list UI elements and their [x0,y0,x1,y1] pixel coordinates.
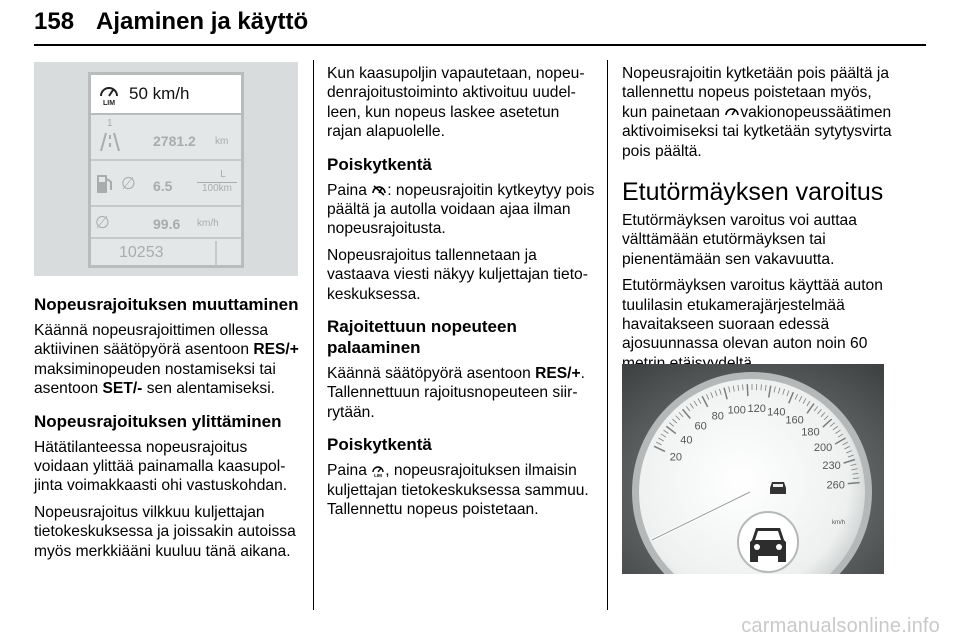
road-icon [93,131,127,153]
speedometer-graphic [622,364,884,574]
small-car-icon [770,482,786,494]
paragraph-reactivation: Kun kaasupoljin vapautetaan, nopeudenrajoitustoiminto aktivoituu uudelleen, kun nopeus laskee asetetun rajan alapuolelle. [327,65,585,141]
text-part: Nopeusrajoitin kytketään pois päältä ja tallennettu nopeus poistetaan myös, kun painetaan [622,65,889,121]
speed-limit-row [91,75,241,115]
paragraph-deactivation-2 [327,461,595,519]
text-part: sen alentamiseksi. [146,380,275,398]
paragraph-speed-limit-change [34,321,300,399]
bold-set-minus: SET/- [102,380,143,398]
header-rule [34,44,926,46]
odometer-divider [215,241,217,265]
gauge-label: 140 [767,406,786,419]
average-speed-row [91,209,241,239]
text-part: . Tallennettuun rajoitusnopeuteen siirrytään. [327,365,585,421]
text-part: : nopeusrajoitin kytkeytyy pois päältä ja autolla voidaan ajaa ilman nopeusrajoitusta. [327,181,595,238]
text-part: vakionopeussäätimen aktivoimiseksi tai kytketään sytytysvirta pois päältä. [622,103,892,160]
text-part: Paina [327,181,367,199]
gauge-label: 80 [711,410,724,423]
paragraph-limiter-off [622,64,894,161]
svg-text:LIM: LIM [102,100,116,106]
fuel-unit-bottom: 100km [197,182,237,194]
column-2 [327,64,595,527]
speed-limiter-icon [371,463,385,477]
paragraph-emergency: Hätätilanteessa nopeusrajoitus voidaan ylittää painamalla kaasupoljinta voimakkaasti ohi vastuskohdan. [34,438,288,495]
svg-text:LIM: LIM [374,473,383,478]
gauge-label: 40 [680,434,693,447]
gauge-label: 200 [813,442,833,455]
speedometer-collision-warning-image [622,364,884,574]
page-number: 158 [34,8,75,35]
gauge-label: 60 [694,420,707,433]
bold-res-plus: RES/+ [535,365,581,383]
gauge-label: 20 [669,451,682,464]
fuel-unit-top: L [220,169,226,180]
trip-number: 1 [107,118,113,129]
paragraph-stored: Nopeusrajoitus tallennetaan ja vastaava viesti näkyy kuljettajan tietokeskuksessa. [327,246,588,303]
average-speed-unit: km/h [197,218,219,229]
heading-speed-limit-change: Nopeusrajoituksen muuttaminen [34,295,299,314]
heading-deactivation-2: Poiskytkentä [327,435,432,455]
gauge-unit: km/h [832,520,846,526]
heading-exceeding-limit: Nopeusrajoituksen ylittäminen [34,411,282,431]
heading-deactivation-1: Poiskytkentä [327,154,432,174]
fuel-row [91,163,241,207]
speed-limit-value: 50 km/h [129,84,190,103]
paragraph-deactivation-1 [327,181,595,239]
paragraph-flashing: Nopeusrajoitus vilkkuu kuljettajan tietokeskuksessa ja joissakin autoissa myös merkkiääni kuuluu tänä aikana. [34,503,296,560]
column-1 [34,294,300,568]
gauge-tick [848,483,860,484]
fuel-consumption-value: 6.5 [153,178,173,194]
heading-forward-collision-alert: Etutörmäyksen varoitus [622,178,884,207]
trip-distance-unit: km [215,136,229,147]
column-divider-2 [607,60,608,610]
average-speed-value: 99.6 [153,216,181,232]
display-screen [88,72,244,268]
odometer-value: 10253 [119,244,164,261]
gauge-label: 120 [747,403,766,416]
average-symbol-icon: ∅ [95,213,110,232]
column-divider-1 [313,60,314,610]
cruise-control-icon [724,105,740,119]
gauge-tick [761,384,762,390]
trip-row [91,117,241,161]
paragraph-fca-intro: Etutörmäyksen varoitus voi auttaa välttämään etutörmäyksen tai pienentämään sen vakavuutta. [622,212,857,268]
text-part: maksiminopeuden nostamiseksi tai asentoon [34,360,276,398]
speed-limiter-icon [97,82,121,106]
gauge-label: 260 [826,479,845,492]
gauge-label: 100 [727,404,746,417]
gauge-label: 180 [801,426,820,439]
gauge-tick [743,384,744,390]
gauge-label: 230 [822,460,841,473]
gauge-label: 160 [785,414,804,427]
driver-info-display-image [34,62,298,276]
fuel-pump-icon [95,173,115,195]
page-header [34,4,308,40]
speed-limiter-off-icon [371,183,387,197]
gauge-tick [747,384,748,396]
bold-res-plus: RES/+ [253,341,299,359]
watermark: carmanualsonline.info [741,615,940,637]
column-3 [622,64,894,380]
heading-resume: Rajoitettuun nopeuteen palaaminen [327,317,517,358]
text-part: Paina [327,462,367,480]
text-part: Käännä nopeusrajoittimen ollessa aktiivinen säätöpyörä asentoon [34,322,269,359]
text-part: Käännä säätöpyörä asentoon [327,365,531,383]
text-part: , nopeusrajoituksen ilmaisin kuljettajan tietokeskuksessa sammuu. Tallennettu nopeus poistetaan. [327,462,589,519]
paragraph-fca-camera: Etutörmäyksen varoitus käyttää auton tuulilasin etukamerajärjestelmää havaitakseen suoraan edessä ajosuunnassa olevan auton noin 60 [622,277,883,353]
odometer-row [91,241,241,265]
paragraph-resume [327,364,595,422]
average-symbol-icon: ∅ [121,174,136,193]
chapter-title: Ajaminen ja käyttö [96,8,309,35]
trip-distance: 2781.2 [153,133,196,149]
